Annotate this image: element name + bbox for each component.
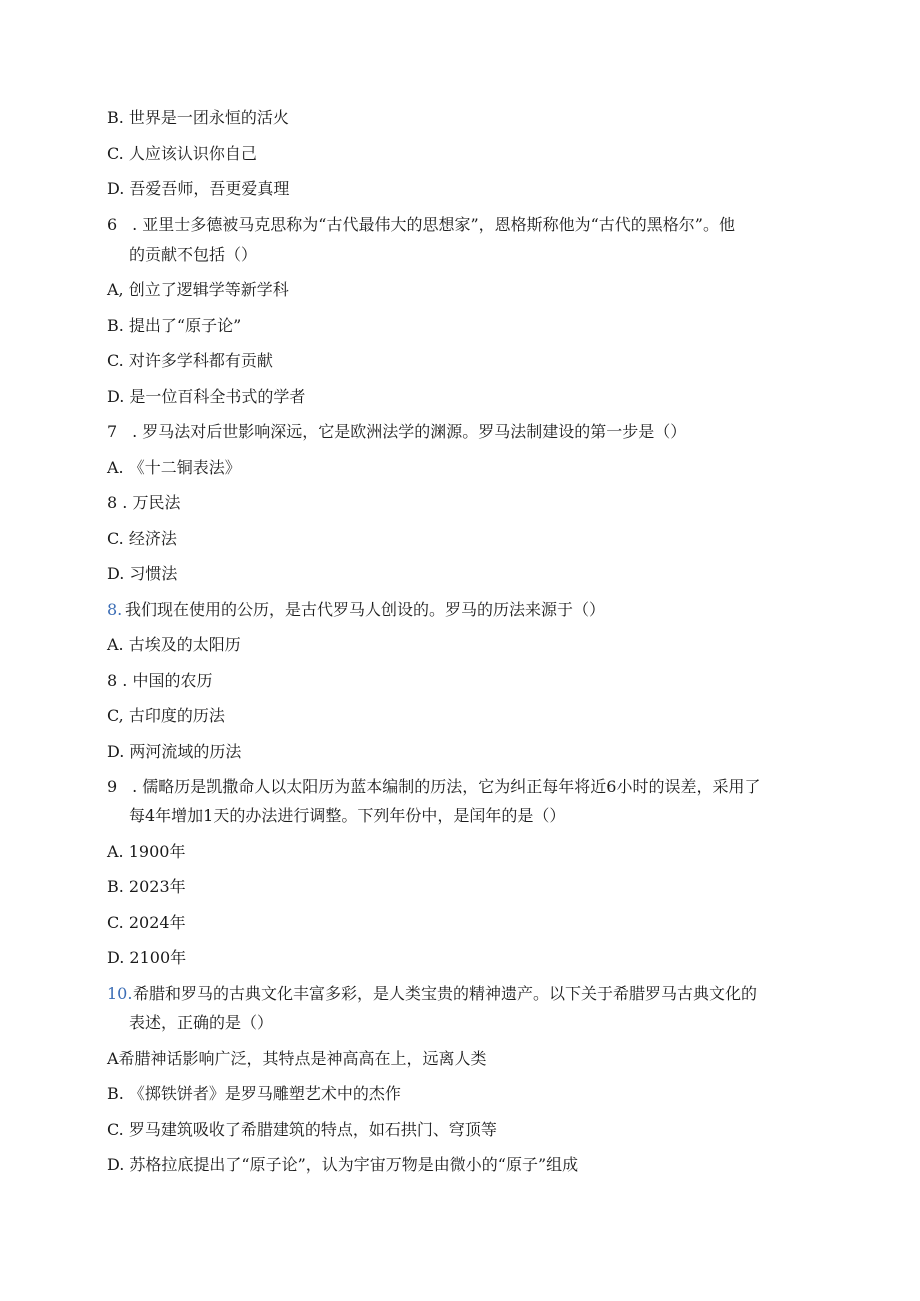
question-8-number: 8. [107, 600, 123, 619]
q7-option-a: A. 《十二铜表法》 [107, 458, 241, 477]
q9-option-a: A. 1900年 [107, 842, 186, 861]
q5-option-b: B. 世界是一团永恒的活火 [107, 108, 289, 127]
q6-option-a: A, 创立了逻辑学等新学科 [107, 280, 289, 299]
q10-option-a: A希腊神话影响广泛，其特点是神高高在上，远离人类 [107, 1049, 487, 1068]
q10-option-c: C. 罗马建筑吸收了希腊建筑的特点，如石拱门、穹顶等 [107, 1120, 497, 1139]
q9-option-d: D. 2100年 [107, 948, 187, 967]
q5-option-d: D. 吾爱吾师，吾更爱真理 [107, 179, 290, 198]
question-8 [107, 600, 605, 620]
question-6-text: . 亚里士多德被马克思称为“古代最伟大的思想家”，恩格斯称他为“古代的黑格尔”。他 [127, 215, 735, 234]
question-7-number: 7 [107, 422, 118, 441]
q6-option-c: C. 对许多学科都有贡献 [107, 351, 273, 370]
question-10-number: 10. [107, 984, 133, 1003]
q9-option-c: C. 2024年 [107, 913, 186, 932]
q8-option-a: A. 古埃及的太阳历 [107, 635, 241, 654]
question-10-text-cont: 表述，正确的是（） [129, 1013, 274, 1032]
question-9-text-cont: 每4年增加1天的办法进行调整。下列年份中，是闰年的是（） [129, 806, 566, 825]
question-9-number: 9 [107, 777, 118, 796]
question-7 [107, 422, 686, 442]
question-10-text: 希腊和罗马的古典文化丰富多彩，是人类宝贵的精神遗产。以下关于希腊罗马古典文化的 [133, 984, 758, 1003]
q7-option-b: 8 . 万民法 [107, 493, 181, 512]
q5-option-c: C. 人应该认识你自己 [107, 144, 257, 163]
question-7-text: . 罗马法对后世影响深远，它是欧洲法学的渊源。罗马法制建设的第一步是（） [127, 422, 687, 441]
q7-option-c: C. 经济法 [107, 529, 177, 548]
q6-option-d: D. 是一位百科全书式的学者 [107, 387, 306, 406]
question-6 [107, 215, 735, 235]
q6-option-b: B. 提出了“原子论” [107, 316, 242, 335]
q7-option-d: D. 习惯法 [107, 564, 178, 583]
question-10 [107, 984, 757, 1004]
question-9 [107, 777, 760, 797]
question-6-number: 6 [107, 215, 118, 234]
q10-option-b: B. 《掷铁饼者》是罗马雕塑艺术中的杰作 [107, 1084, 401, 1103]
q10-option-d: D. 苏格拉底提出了“原子论”，认为宇宙万物是由微小的“原子”组成 [107, 1155, 579, 1174]
q8-option-c: C, 古印度的历法 [107, 706, 225, 725]
question-9-text: . 儒略历是凯撒命人以太阳历为蓝本编制的历法，它为纠正每年将近6小时的误差，采用了 [127, 777, 761, 796]
question-8-text: 我们现在使用的公历，是古代罗马人创设的。罗马的历法来源于（） [125, 600, 606, 619]
question-6-text-cont: 的贡献不包括（） [129, 245, 258, 264]
q8-option-d: D. 两河流域的历法 [107, 742, 242, 761]
q9-option-b: B. 2023年 [107, 877, 186, 896]
q8-option-b: 8 . 中国的农历 [107, 671, 213, 690]
